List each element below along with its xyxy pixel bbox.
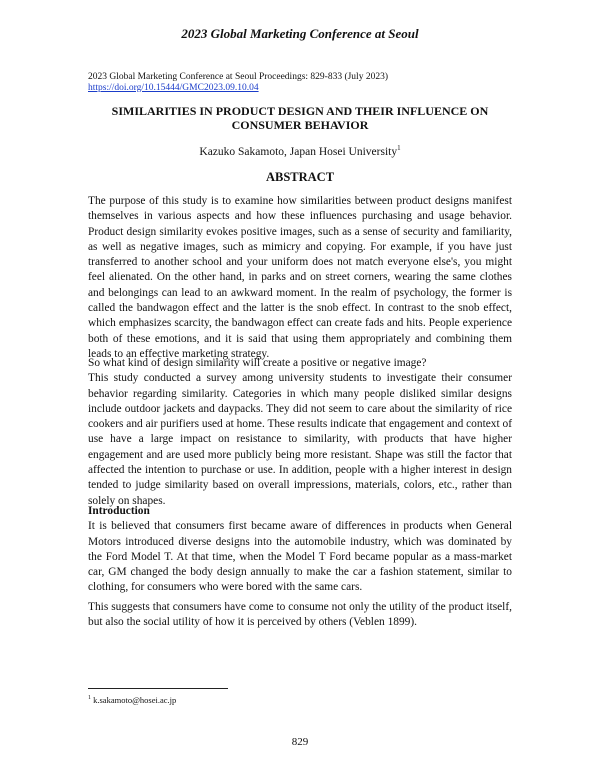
- paper-title-line-2: CONSUMER BEHAVIOR: [231, 118, 369, 132]
- paper-title: [0, 104, 600, 132]
- author-footnote-mark: 1: [397, 144, 401, 152]
- footnote-divider: [88, 688, 228, 689]
- doi-link[interactable]: https://doi.org/10.15444/GMC2023.09.10.04: [88, 83, 259, 93]
- abstract-paragraph-2: This study conducted a survey among university students to investigate their consumer behavior regarding similarity. Categories in which many people disliked similar designs include outdoor jackets and daypacks. They did not seem to care about the similarity of rice cookers and air purifiers used at home. These results indicate that engagement and context of use have a large impact on resistance to similarity, with products that have higher engagement and are used more publicly being more resistant. Shape was still the factor that affected the intention to purchase or use. In addition, people with a higher interest in design tended to judge similarity based on overall impressions, materials, colors, etc., rather than solely on shapes.: [88, 372, 512, 507]
- introduction-heading: Introduction: [88, 505, 150, 517]
- abstract-paragraph-1: The purpose of this study is to examine how similarities between product designs manifest themselves in various aspects and how these influences purchasing and usage behavior. Product design similarity evokes positive images, such as a sense of security and familiarity, as well as negative images, such as mimicry and copying. For example, if you have just transferred to another school and your uniform does not match everyone else's, you might feel alienated. On the other hand, in parks and on street corners, wearing the same clothes and belongings can lead to an awkward moment. In the realm of psychology, the former is called the bandwagon effect and the latter is the snob effect. In contrast to the snob effect, which emphasizes scarcity, the bandwagon effect can create fads and hits. People experience both of these emotions, and it is said that using them appropriately and combining them leads to an effective marketing strategy.: [88, 195, 512, 360]
- introduction-continued: [88, 600, 512, 631]
- proceedings-info: [88, 72, 528, 94]
- author-line: [0, 144, 600, 158]
- abstract-heading: ABSTRACT: [265, 170, 335, 184]
- page-number: 829: [291, 736, 309, 748]
- abstract-findings: [88, 356, 512, 509]
- introduction-section: [88, 504, 512, 596]
- introduction-paragraph-2: This suggests that consumers have come to consume not only the utility of the product itself, but also the social utility of how it is perceived by others (Veblen 1899).: [88, 601, 512, 629]
- abstract-question: So what kind of design similarity will create a positive or negative image?: [88, 357, 427, 369]
- proceedings-citation: 2023 Global Marketing Conference at Seoul Proceedings: 829-833 (July 2023): [88, 72, 388, 82]
- footnote-email: k.sakamoto@hosei.ac.jp: [93, 695, 177, 705]
- paper-title-line-1: SIMILARITIES IN PRODUCT DESIGN AND THEIR INFLUENCE ON: [111, 104, 489, 118]
- footnote: [88, 695, 176, 705]
- author-text: Kazuko Sakamoto, Japan Hosei University: [199, 145, 398, 158]
- abstract-paragraph: [88, 194, 512, 362]
- introduction-paragraph-1: It is believed that consumers first became aware of differences in products when General Motors introduced diverse designs into the automobile industry, which was dominated by the Ford Model T. At that time, when the Model T Ford became popular as a mass-market car, GM changed the body design annually to make the car a fashion statement, similar to clothing, for consumers who were bored with the same cars.: [88, 520, 512, 594]
- footnote-mark: 1: [88, 695, 91, 702]
- running-header: 2023 Global Marketing Conference at Seoul: [181, 26, 419, 41]
